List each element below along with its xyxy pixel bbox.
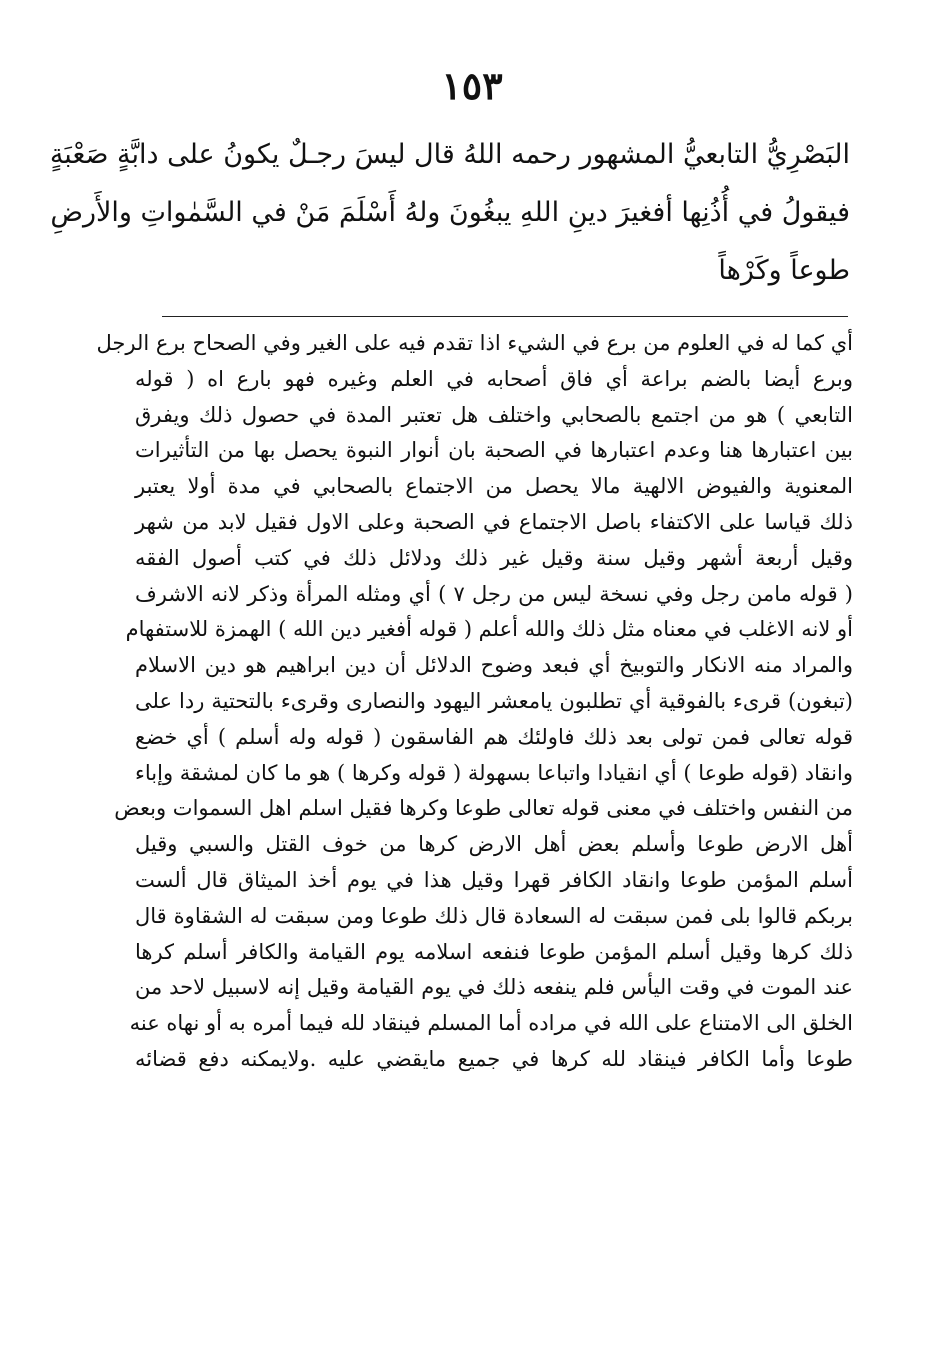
commentary-line: وبرع أيضا بالضم براعة أي فاق أصحابه في العلم وغيره فهو بارع اه ( قوله (135, 366, 853, 391)
main-text-line: فيقولُ في أُذُنِها أفغيرَ دينِ اللهِ يبغُونَ ولهُ أَسْلَمَ مَنْ في السَّمٰواتِ والأَرضِ (50, 197, 850, 228)
commentary-line: بين اعتبارها هنا وعدم اعتبارها في الصحبة بان أنوار النبوة يحصل بها من التأثيرات (135, 438, 853, 463)
main-text-line: طوعاً وكَرْهاً (718, 255, 850, 286)
commentary-line: التابعي ) هو من اجتمع بالصحابي واختلف هل تعتبر المدة في حصول ذلك ويفرق (135, 402, 853, 427)
commentary-line: أسلم المؤمن طوعا وانقاد الكافر قهرا وقيل هذا في يوم أخذ الميثاق قال ألست (135, 867, 853, 892)
commentary-line: أو لانه الاغلب في معناه مثل ذلك والله أعلم ( قوله أفغير دين الله ) الهمزة للاستفهام (125, 617, 853, 642)
commentary-line: وانقاد (قوله طوعا ) أي انقيادا واتباعا بسهولة ( قوله وكرها ) هو ما كان لمشقة وإباء (135, 760, 853, 785)
commentary-line: بربكم قالوا بلى فمن سبقت له السعادة قال ذلك طوعا ومن سبقت له الشقاوة قال (135, 903, 853, 928)
commentary-line: قوله تعالى فمن تولى بعد ذلك فاولئك هم الفاسقون ( قوله وله أسلم ) أي خضع (135, 724, 853, 749)
commentary-line: والمراد منه الانكار والتوبيخ أي فبعد وضوح الدلائل أن دين ابراهيم هو دين الاسلام (135, 653, 853, 678)
commentary-line: أهل الارض طوعا وأسلم بعض أهل الارض كرها من خوف القتل والسبي وقيل (135, 832, 853, 857)
commentary-line: (تبغون) قرىء بالفوقية أي تطلبون يامعشر اليهود والنصارى وقرىء بالتحتية ردا على (135, 688, 853, 713)
commentary-line: من النفس واختلف في معنى قوله تعالى طوعا وكرها فقيل اسلم اهل السموات وبعض (114, 796, 853, 821)
commentary-line: وقيل أربعة أشهر وقيل سنة وقيل غير ذلك ودلائل ذلك في كتب أصول الفقه (135, 545, 853, 570)
commentary-block (96, 326, 853, 1078)
commentary-line: ( قوله مامن رجل وفي نسخة ليس من رجل ٧ ) أي ومثله المرأة وذكر لانه الاشرف (135, 581, 853, 606)
commentary-line: أي كما له في العلوم من برع في الشيء اذا تقدم فيه على الغير وفي الصحاح برع الرجل (96, 331, 853, 355)
section-divider (162, 316, 848, 317)
main-text-line: البَصْرِيُّ التابعيُّ المشهور رحمه اللهُ قال ليسَ رجـلٌ يكونُ على دابَّةٍ صَعْبَةٍ (49, 139, 850, 170)
page-number: ١٥٣ (441, 63, 503, 108)
commentary-line: ذلك قياسا على الاكتفاء باصل الاجتماع في الصحبة وعلى الاول فقيل لابد من شهر (135, 509, 853, 534)
commentary-line: عند الموت في وقت اليأس فلم ينفعه ذلك في يوم القيامة وقيل إنه لاسبيل لاحد من (135, 975, 853, 1000)
commentary-line: طوعا وأما الكافر فينقاد لله كرها في جميع مايقضي عليه .ولايمكنه دفع قضائه (135, 1046, 853, 1071)
commentary-line: المعنوية والفيوض الالهية مالا يحصل من الاجتماع بالصحابي في مدة أولا يعتبر (135, 474, 853, 499)
main-text-block (49, 126, 850, 300)
commentary-line: الخلق الى الامتناع على الله في مراده أما المسلم فينقاد لله فيما أمره به أو نهاه عنه (129, 1011, 853, 1036)
commentary-line: ذلك كرها وقيل أسلم المؤمن طوعا فنفعه اسلامه يوم القيامة والكافر أسلم كرها (135, 939, 853, 964)
